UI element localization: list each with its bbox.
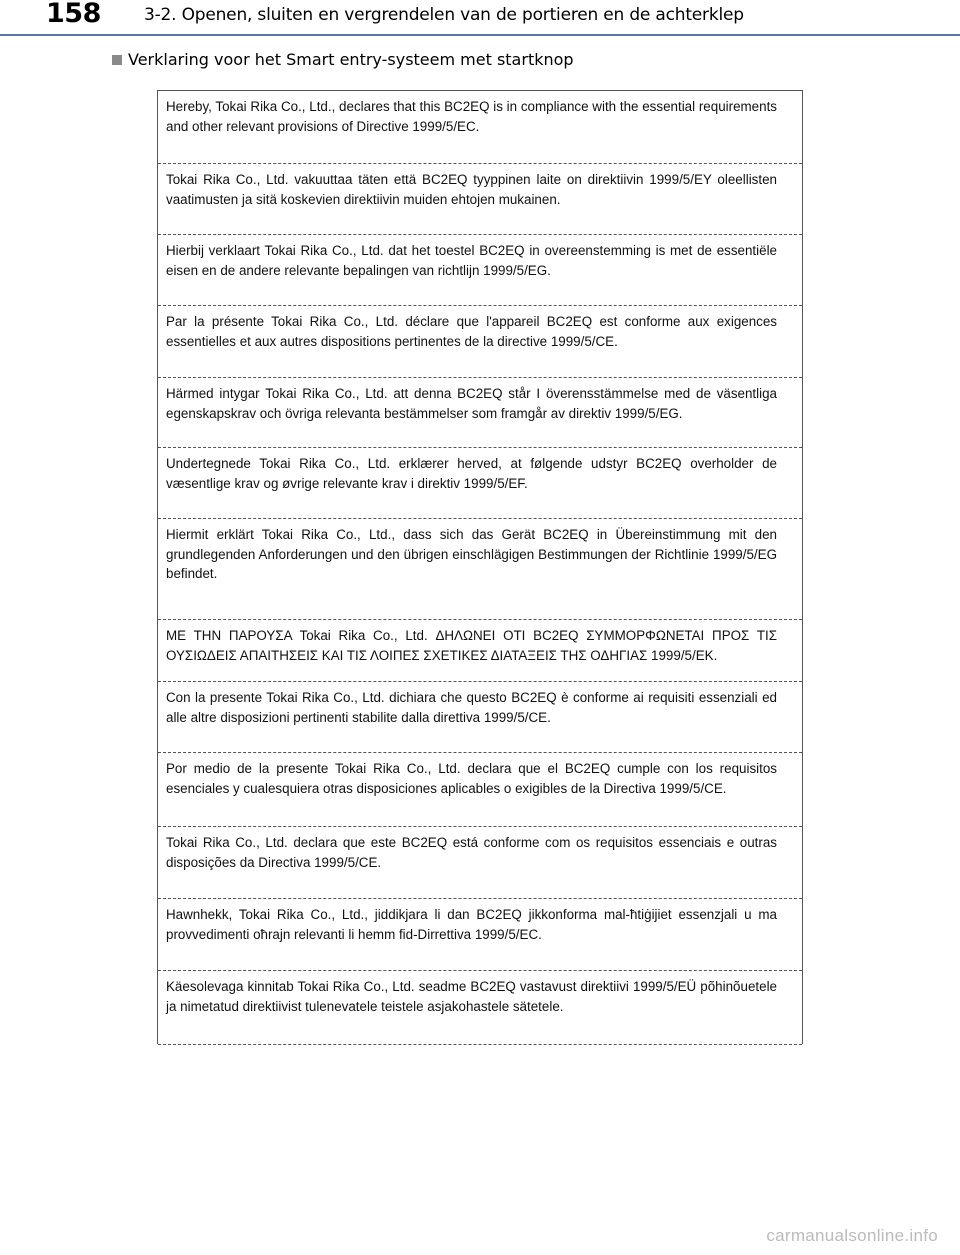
declarations-table <box>157 90 803 1044</box>
declaration-text: Hiermit erklärt Tokai Rika Co., Ltd., dass sich das Gerät BC2EQ in Übereinstimmung mit den grundlegenden Anforderungen und den übrigen einschlägigen Bestimmungen der Richtlinie 1999/5/EG befindet. <box>166 527 777 581</box>
declaration-row-maltese <box>158 899 802 971</box>
section-heading-text: Verklaring voor het Smart entry-systeem met startknop <box>128 50 574 69</box>
declaration-text: Con la presente Tokai Rika Co., Ltd. dichiara che questo BC2EQ è conforme ai requisiti essenziali ed alle altre disposizioni pertinenti stabilite dalla direttiva 1999/5/CE. <box>166 690 777 725</box>
declaration-row-swedish <box>158 378 802 448</box>
declaration-row-english <box>158 91 802 164</box>
page-header <box>0 0 960 34</box>
declaration-row-german <box>158 519 802 620</box>
declaration-row-french <box>158 306 802 378</box>
running-head: 3-2. Openen, sluiten en vergrendelen van de portieren en de achterklep <box>144 5 744 25</box>
declaration-row-greek <box>158 620 802 682</box>
declaration-row-finnish <box>158 164 802 235</box>
declaration-row-dutch <box>158 235 802 306</box>
declaration-text: Käesolevaga kinnitab Tokai Rika Co., Ltd. seadme BC2EQ vastavust direktiivi 1999/5/EÜ põhinõuetele ja nimetatud direktiivist tulenevatele teistele asjakohastele sätetele. <box>166 979 777 1014</box>
square-bullet-icon <box>112 55 122 65</box>
watermark: carmanualsonline.info <box>766 1226 938 1245</box>
declaration-row-portuguese <box>158 827 802 899</box>
declaration-text: Hawnhekk, Tokai Rika Co., Ltd., jiddikjara li dan BC2EQ jikkonforma mal-ħtiġijiet essenzjali u ma provvedimenti oħrajn relevanti li hemm fid-Dirrettiva 1999/5/EC. <box>166 907 777 942</box>
declaration-text: Undertegnede Tokai Rika Co., Ltd. erklærer herved, at følgende udstyr BC2EQ overholder de væsentlige krav og øvrige relevante krav i direktiv 1999/5/EF. <box>166 456 777 491</box>
declaration-text: ΜΕ ΤΗΝ ΠΑΡΟΥΣΑ Tokai Rika Co., Ltd. ΔΗΛΩΝΕΙ ΟΤΙ BC2EQ ΣΥΜΜΟΡΦΩΝΕΤΑΙ ΠΡΟΣ ΤΙΣ ΟΥΣΙΩΔΕΙΣ ΑΠΑΙΤΗΣΕΙΣ ΚΑΙ ΤΙΣ ΛΟΙΠΕΣ ΣΧΕΤΙΚΕΣ ΔΙΑΤΑΞΕΙΣ ΤΗΣ ΟΔΗΓΙΑΣ 1999/5/ΕΚ. <box>166 628 777 663</box>
declaration-text: Hierbij verklaart Tokai Rika Co., Ltd. dat het toestel BC2EQ in overeenstemming is met de essentiële eisen en de andere relevante bepalingen van richtlijn 1999/5/EG. <box>166 243 777 278</box>
declaration-text: Tokai Rika Co., Ltd. declara que este BC2EQ está conforme com os requisitos essenciais e outras disposições da Directiva 1999/5/CE. <box>166 835 777 870</box>
declaration-text: Par la présente Tokai Rika Co., Ltd. déclare que l'appareil BC2EQ est conforme aux exigences essentielles et aux autres dispositions pertinentes de la directive 1999/5/CE. <box>166 314 777 349</box>
declaration-row-spanish <box>158 753 802 827</box>
page-number: 158 <box>46 0 101 29</box>
declaration-text: Hereby, Tokai Rika Co., Ltd., declares that this BC2EQ is in compliance with the essential requirements and other relevant provisions of Directive 1999/5/EC. <box>166 99 777 134</box>
declaration-row-estonian <box>158 971 802 1045</box>
header-rule <box>0 34 960 36</box>
declaration-text: Por medio de la presente Tokai Rika Co., Ltd. declara que el BC2EQ cumple con los requisitos esenciales y cualesquiera otras disposiciones aplicables o exigibles de la Directiva 1999/5/CE. <box>166 761 777 796</box>
declaration-row-italian <box>158 682 802 753</box>
declaration-text: Tokai Rika Co., Ltd. vakuuttaa täten että BC2EQ tyyppinen laite on direktiivin 1999/5/EY oleellisten vaatimusten ja sitä koskevien direktiivin muiden ehtojen mukainen. <box>166 172 777 207</box>
section-heading <box>112 50 574 69</box>
declaration-row-danish <box>158 448 802 519</box>
declaration-text: Härmed intygar Tokai Rika Co., Ltd. att denna BC2EQ står I överensstämmelse med de väsentliga egenskapskrav och övriga relevanta bestämmelser som framgår av direktiv 1999/5/EG. <box>166 386 777 421</box>
